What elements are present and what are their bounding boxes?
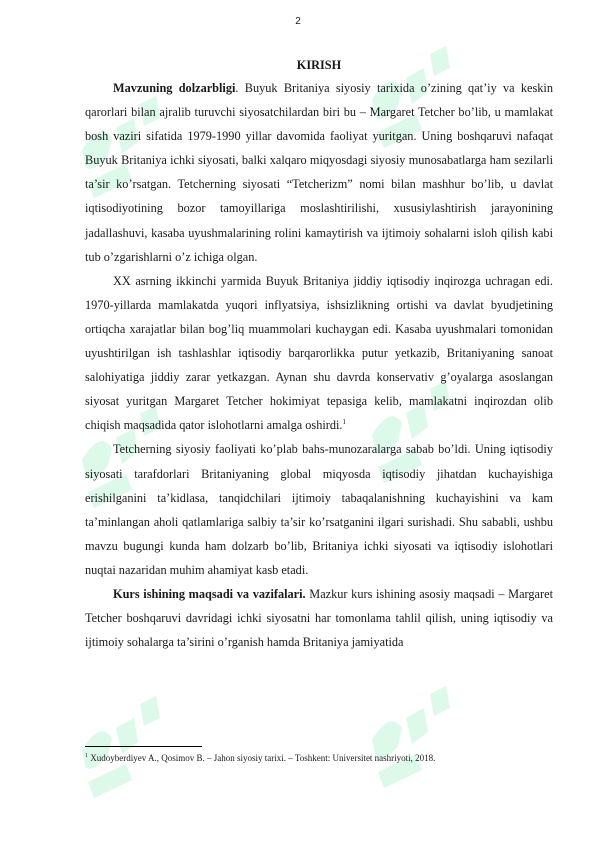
section-heading: KIRISH [296, 58, 342, 72]
paragraph-relevance [85, 76, 553, 269]
footnote-separator [85, 746, 202, 747]
footnote-text: Xudoyberdiyev A., Qosimov B. – Jahon siyosiy tarixi. – Toshkent: Universitet nashriyoti, 2018. [88, 753, 436, 763]
paragraph-text: XX asrning ikkinchi yarmida Buyuk Britaniya jiddiy iqtisodiy inqirozga uchragan edi. 1970-yillarda mamlakatda yuqori inflyatsiya, ishsizlikning ortishi va davlat byudjetining ortiqcha xarajatlar bilan bog’liq muammolari kuchaygan edi. Kasaba uyushmalari tomonidan uyushtirilgan ish tashlashlar iqtisodiy barqarorlikka putur yetkazib, Britaniyaning sanoat salohiyatiga jiddiy zarar yetkazgan. Aynan shu davrda konservativ g’oyalarga asoslangan siyosat yuritgan Margaret Tetcher hokimiyat tepasiga kelib, mamlakatni inqirozdan olib chiqish maqsadida qator islohotlarni amalga oshirdi. [85, 273, 553, 433]
document-body [85, 57, 553, 654]
paragraph-lead: Kurs ishining maqsadi va vazifalari. [113, 586, 306, 601]
watermark-logo-icon [82, 696, 160, 798]
paragraph-text: . Buyuk Britaniya siyosiy tarixida o’zining qat’iy va keskin qarorlari bilan ajralib turuvchi siyosatchilardan biri bu – Margaret Tetcher bo’lib, u mamlakat bosh vaziri sifatida 1979-1990 yillar davomida faoliyat yuritgan. Uning boshqaruvi nafaqat Buyuk Britaniya ichki siyosati, balki xalqaro miqyosdagi siyosiy munosabatlarga ham sezilarli ta’sir ko’rsatgan. Tetcherning siyosati “Tetcherizm” nomi bilan mashhur bo’lib, u davlat iqtisodiyotining bozor tamoyillariga moslashtirilishi, xususiylashtirish jarayonining jadallashuvi, kasaba uyushmalarining rolini kamaytirish va ijtimoiy sohalarni isloh qilish kabi tub o’zgarishlarni o’z ichiga olgan. [85, 81, 553, 264]
paragraph-text: Mazkur kurs ishining asosiy maqsadi – Margaret Tetcher boshqaruvi davridagi ichki siyosatni har tomonlama tahlil qilish, uning iqtisodiy va ijtimoiy sohalarga ta’sirini o’rganish hamda Britaniya jamiyatida [85, 586, 553, 650]
paragraph-debate [85, 437, 553, 582]
paragraph-lead: Mavzuning dolzarbligi [113, 81, 236, 95]
footnote-number: 1 [85, 753, 88, 759]
paragraph-text: Tetcherning siyosiy faoliyati ko’plab bahs-munozaralarga sabab bo’ldi. Uning iqtisodiy siyosati tarafdorlari Britaniyaning global miqyosda iqtisodiy jihatdan kuchayishiga erishilganini ta’kidlasa, tanqidchilari ijtimoiy tabaqalanishning kuchayishini va kam ta’minlangan aholi qatlamlariga salbiy ta’sir ko’rsatganini ilgari surishadi. Shu sababli, ushbu mavzu bugungi kunda ham dolzarb bo’lib, Britaniya ichki siyosati va iqtisodiy islohotlari nuqtai nazaridan muhim ahamiyat kasb etadi. [85, 442, 553, 577]
footnote-reference[interactable]: 1 [342, 418, 346, 427]
footnote [85, 752, 553, 764]
page-number: 2 [295, 16, 301, 27]
paragraph-goals [85, 582, 553, 654]
paragraph-crisis [85, 269, 553, 438]
watermark-logo-icon [372, 686, 450, 788]
